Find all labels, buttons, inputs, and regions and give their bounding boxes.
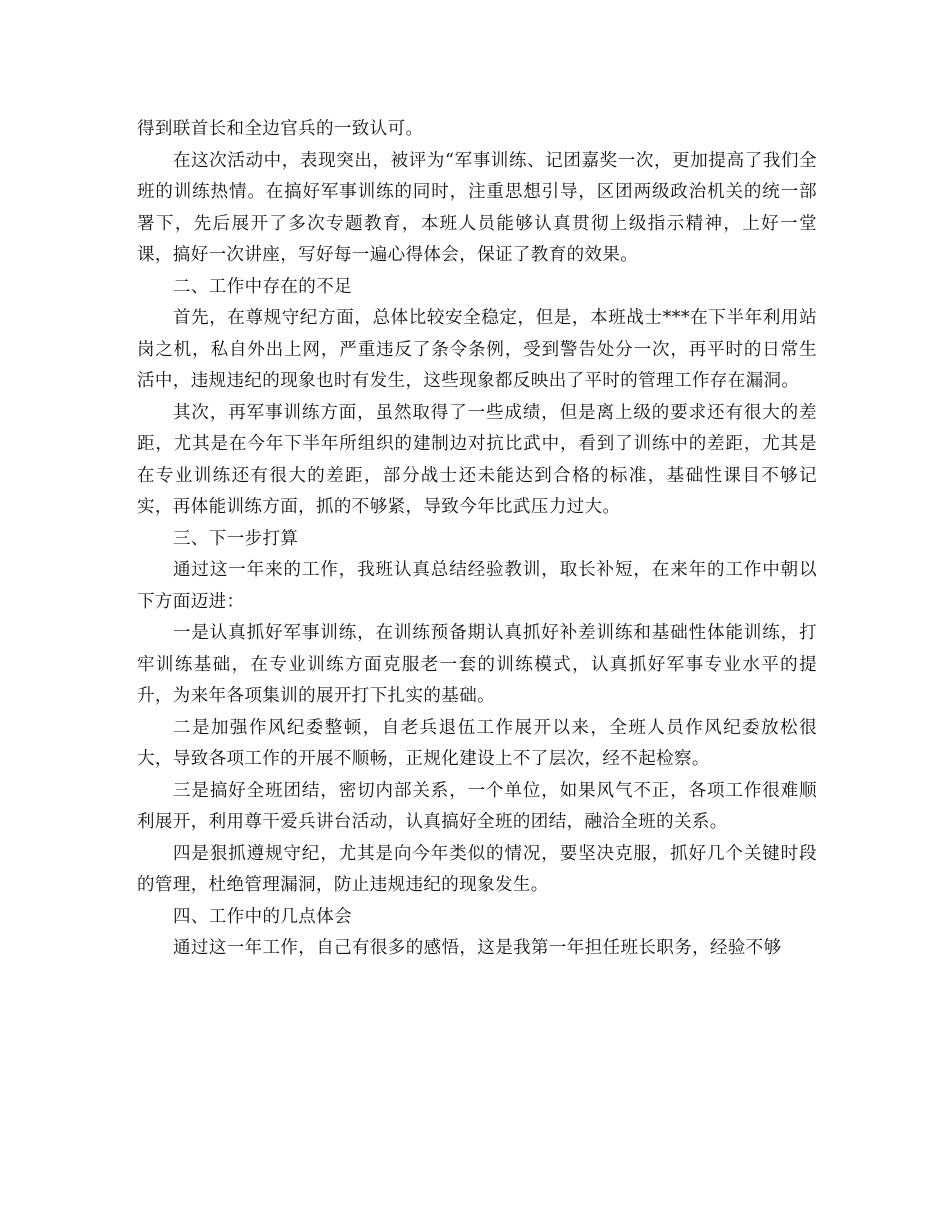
paragraph-plan-item-4: 四是狠抓遵规守纪，尤其是向今年类似的情况，要坚决克服，抓好几个关键时段的管理，杜绝管理漏洞，防止违规违纪的现象发生。	[137, 843, 817, 895]
section-heading-next-steps: 三、下一步打算	[173, 528, 299, 549]
paragraph-next-steps-intro: 通过这一年来的工作，我班认真总结经验教训，取长补短，在来年的工作中朝以下方面迈进：	[137, 560, 817, 612]
paragraph-continuation: 得到联首长和全边官兵的一致认可。	[137, 119, 424, 139]
document-body	[137, 114, 817, 965]
paragraph-reflections: 通过这一年工作，自己有很多的感悟，这是我第一年担任班长职务，经验不够	[173, 938, 782, 958]
section-heading-shortcomings: 二、工作中存在的不足	[173, 276, 352, 297]
paragraph-plan-item-3: 三是搞好全班团结，密切内部关系，一个单位，如果风气不正，各项工作很难顺利展开，利用尊干爱兵讲台活动，认真搞好全班的团结，融洽全班的关系。	[137, 780, 817, 832]
paragraph-discipline: 首先，在尊规守纪方面，总体比较安全稳定，但是，本班战士***在下半年利用站岗之机，私自外出上网，严重违反了条令条例，受到警告处分一次，再平时的日常生活中，违规违纪的现象也时有发生，这些现象都反映出了平时的管理工作存在漏洞。	[137, 308, 817, 391]
paragraph-training-gap: 其次，再军事训练方面，虽然取得了一些成绩，但是离上级的要求还有很大的差距，尤其是在今年下半年所组织的建制边对抗比武中，看到了训练中的差距，尤其是在专业训练还有很大的差距，部分战士还未能达到合格的标准，基础性课目不够记实，再体能训练方面，抓的不够紧，导致今年比武压力过大。	[137, 402, 817, 517]
paragraph-activity-summary: 在这次活动中，表现突出，被评为“军事训练、记团嘉奖一次，更加提高了我们全班的训练热情。在搞好军事训练的同时，注重思想引导，区团两级政治机关的统一部署下，先后展开了多次专题教育，本班人员能够认真贯彻上级指示精神，上好一堂课，搞好一次讲座，写好每一遍心得体会，保证了教育的效果。	[137, 150, 817, 265]
section-heading-reflections: 四、工作中的几点体会	[173, 906, 352, 927]
paragraph-plan-item-1: 一是认真抓好军事训练，在训练预备期认真抓好补差训练和基础性体能训练，打牢训练基础，在专业训练方面克服老一套的训练模式，认真抓好军事专业水平的提升，为来年各项集训的展开打下扎实的基础。	[137, 623, 817, 706]
paragraph-plan-item-2: 二是加强作风纪委整顿，自老兵退伍工作展开以来，全班人员作风纪委放松很大，导致各项工作的开展不顺畅，正规化建设上不了层次，经不起检察。	[137, 717, 817, 769]
